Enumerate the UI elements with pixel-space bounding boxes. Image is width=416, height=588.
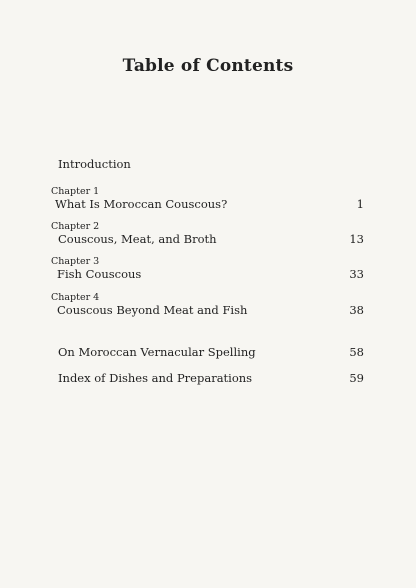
toc-page-number: 33 [349,267,364,281]
chapter-label: Chapter 1 [51,186,100,197]
page-title: Table of Contents [122,56,294,76]
toc-page-number: 58 [349,345,364,359]
toc-page-number: 59 [349,371,364,385]
chapter-label: Chapter 2 [51,221,100,232]
toc-page-number: 38 [349,303,364,317]
toc-entry-title: Introduction [58,157,131,171]
toc-page-number: 1 [356,197,364,211]
chapter-label: Chapter 4 [51,292,100,303]
toc-entry-title: Fish Couscous [57,267,142,281]
toc-page-number: 13 [349,232,364,246]
chapter-label: Chapter 3 [51,256,100,267]
toc-entry-title: What Is Moroccan Couscous? [55,197,228,211]
toc-entry-title: On Moroccan Vernacular Spelling [58,345,256,359]
toc-entry-title: Couscous Beyond Meat and Fish [57,303,248,317]
toc-entry-title: Index of Dishes and Preparations [58,371,253,385]
toc-entry-title: Couscous, Meat, and Broth [58,232,217,246]
